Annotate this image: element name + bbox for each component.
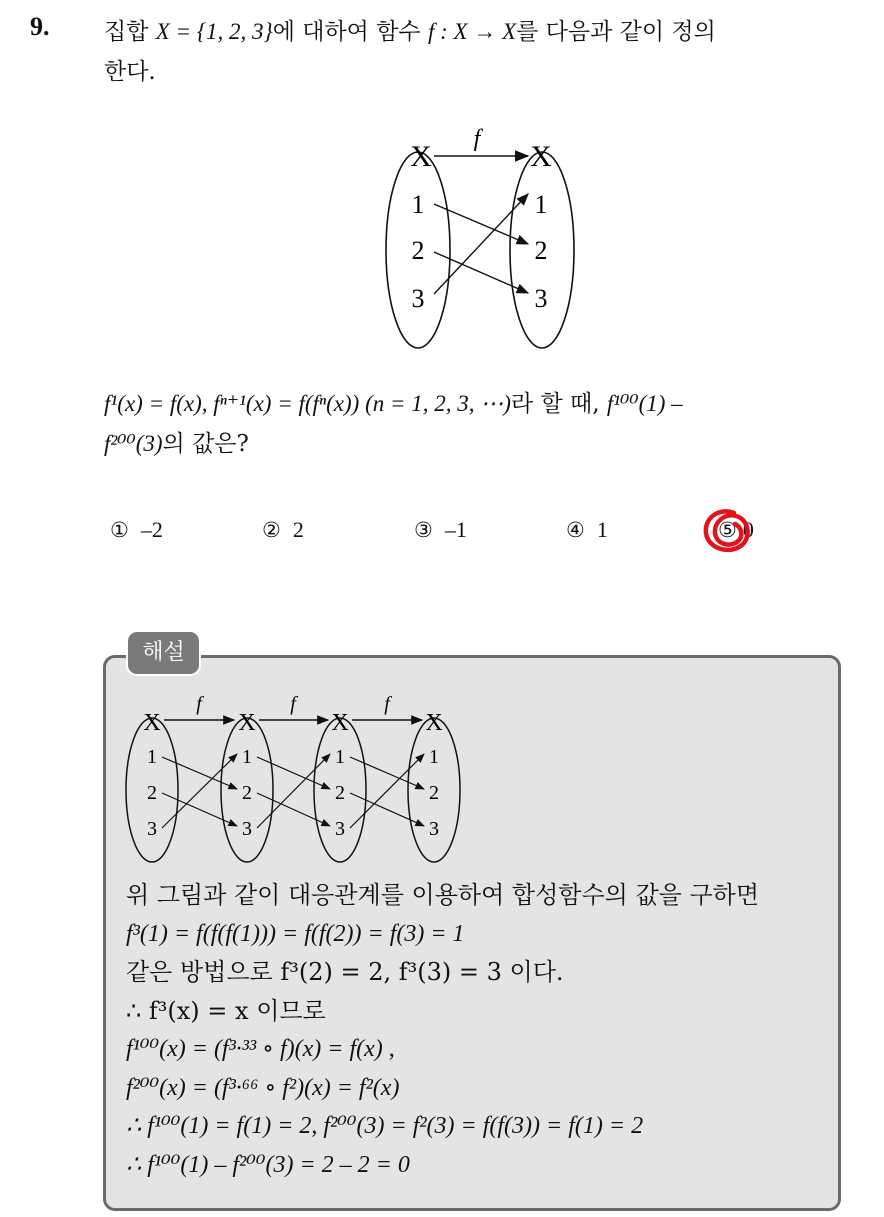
choice-4[interactable]	[566, 517, 608, 543]
set-element: 1	[429, 746, 439, 768]
set-element: 3	[335, 818, 345, 840]
codomain-element: 3	[534, 284, 548, 313]
choice-1[interactable]	[110, 517, 163, 543]
domain-label: X	[410, 140, 432, 173]
domain-element: 2	[411, 236, 425, 265]
set-element: 1	[147, 746, 157, 768]
question-condition	[104, 384, 864, 464]
codomain-label: X	[530, 140, 552, 173]
question-number: 9.	[30, 12, 50, 41]
set-element: 2	[147, 782, 157, 804]
solution-line: ∴ f¹⁰⁰(1) – f²⁰⁰(3) = 2 – 2 = 0	[126, 1151, 410, 1178]
codomain-element: 2	[534, 236, 548, 265]
choice-number: ③	[414, 518, 433, 542]
choice-3[interactable]	[414, 517, 467, 543]
question-text-part: 한다.	[104, 59, 156, 85]
solution-line: f¹⁰⁰(x) = (f³·³³ ∘ f)(x) = f(x) ,	[126, 1036, 395, 1062]
function-label: f	[290, 693, 296, 715]
mapping-arrow	[257, 757, 330, 789]
mapping-arrow	[350, 757, 424, 789]
set-element: 3	[147, 818, 157, 840]
function-label: f	[384, 693, 390, 715]
question-text-part: 를 다음과 같이 정의	[516, 19, 716, 45]
mapping-diagram	[370, 110, 610, 360]
function-label: f	[196, 693, 202, 715]
choice-number: ②	[262, 518, 281, 542]
answer-mark-circle	[700, 505, 758, 560]
function-label: f	[473, 126, 481, 152]
composition-diagram	[116, 690, 476, 870]
set-label: X	[238, 710, 256, 736]
solution-text	[126, 876, 826, 1184]
choice-value: 0	[742, 517, 754, 542]
solution-line: f²⁰⁰(x) = (f³·⁶⁶ ∘ f²)(x) = f²(x)	[126, 1074, 400, 1101]
solution-line: ∴ f³(x) = x 이므로	[126, 996, 326, 1025]
question-text-part: 라 할 때,	[510, 391, 607, 417]
choice-value: –2	[140, 517, 163, 542]
question-text	[104, 12, 864, 92]
set-element: 3	[429, 818, 439, 840]
choice-number: ①	[110, 518, 129, 542]
set-label: X	[331, 710, 349, 736]
solution-line: ∴ f¹⁰⁰(1) = f(1) = 2, f²⁰⁰(3) = f²(3) = f(f(3)) = f(1) = 2	[126, 1113, 644, 1139]
mapping-arrow	[257, 793, 330, 826]
solution-tag: 해설	[128, 632, 199, 674]
choice-value: 2	[292, 517, 304, 542]
solution-line: f³(1) = f(f(f(1))) = f(f(2)) = f(3) = 1	[126, 920, 465, 947]
domain-element: 3	[411, 284, 425, 313]
mapping-arrow	[257, 754, 330, 828]
mapping-arrow	[350, 754, 424, 828]
choice-number: ④	[566, 518, 585, 542]
set-element: 2	[429, 782, 439, 804]
codomain-element: 1	[534, 190, 548, 219]
set-expression: X = {1, 2, 3}	[155, 19, 273, 44]
mapping-arrow	[350, 793, 424, 826]
function-expression: f : X → X	[427, 19, 517, 44]
expression-part: f¹⁰⁰(1) –	[606, 391, 683, 416]
domain-element: 1	[411, 190, 425, 219]
mapping-arrow	[162, 754, 237, 828]
question-text-part: 에 대하여 함수	[272, 19, 428, 45]
solution-line: 위 그림과 같이 대응관계를 이용하여 합성함수의 값을 구하면	[126, 881, 760, 909]
set-element: 1	[335, 746, 345, 768]
choice-number: ⑤	[718, 518, 737, 542]
set-element: 2	[242, 782, 252, 804]
mapping-arrow	[162, 793, 237, 826]
choice-value: 1	[596, 517, 608, 542]
set-label: X	[425, 710, 443, 736]
mapping-arrow	[434, 194, 528, 294]
solution-line: 같은 방법으로 f³(2) = 2, f³(3) = 3 이다.	[126, 958, 564, 986]
set-label: X	[143, 710, 161, 736]
expression-part: f²⁰⁰(3)	[104, 431, 163, 456]
choice-value: –1	[444, 517, 467, 542]
question-text-part: 집합	[104, 19, 156, 45]
recursion-definition: f¹(x) = f(x), fⁿ⁺¹(x) = f(fⁿ(x)) (n = 1, 2, 3, ⋯)	[104, 391, 511, 416]
set-element: 3	[242, 818, 252, 840]
mapping-arrow	[162, 757, 237, 789]
set-element: 2	[335, 782, 345, 804]
set-element: 1	[242, 746, 252, 768]
choice-2[interactable]	[262, 517, 304, 543]
question-text-part: 의 값은?	[162, 431, 249, 457]
